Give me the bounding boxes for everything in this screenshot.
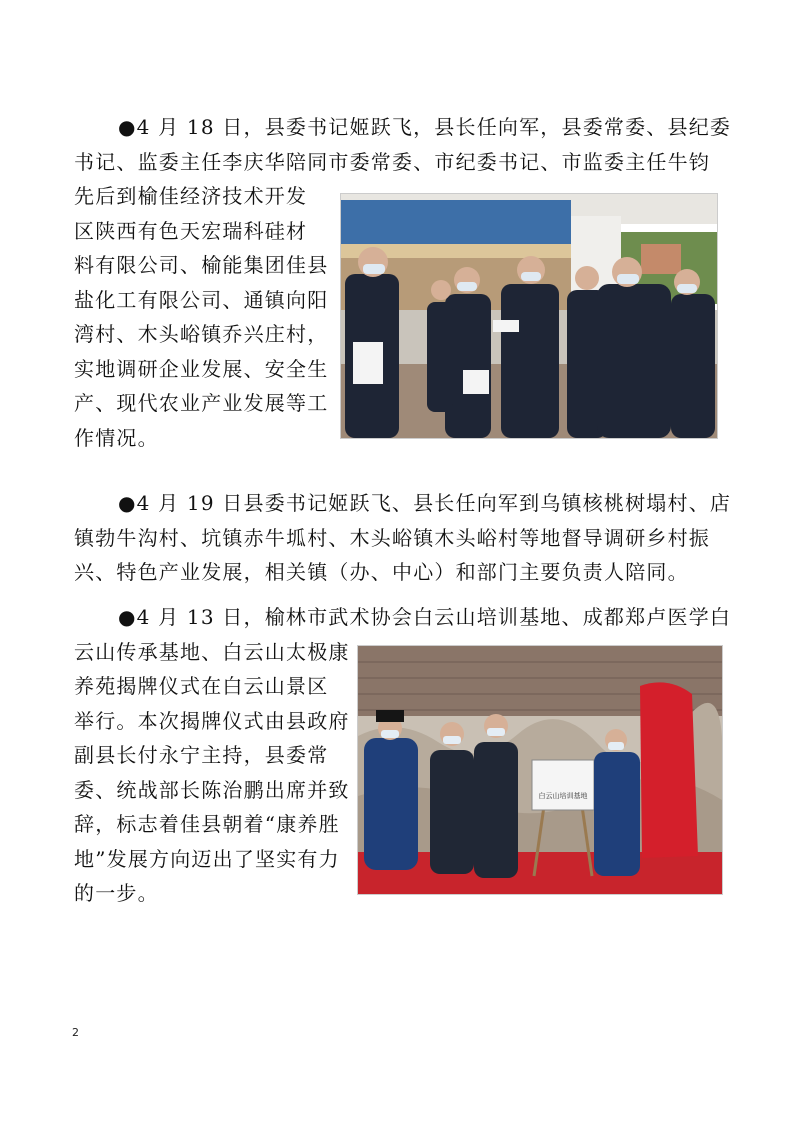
p1-line-7: 湾村、木头峪镇乔兴庄村， — [74, 322, 329, 346]
plaque-text: 白云山培训基地 — [538, 792, 588, 800]
p1-line-1: ●4 月 18 日，县委书记姬跃飞，县长任向军，县委常委、县纪委 — [118, 115, 732, 139]
p3-line-9: 的一步。 — [74, 881, 159, 905]
p3-line-6: 委、统战部长陈治鹏出席并致 — [74, 777, 350, 802]
p1-line-8: 实地调研企业发展、安全生 — [74, 356, 329, 381]
plaque-unveiling-ceremony-photo — [357, 645, 723, 895]
p1-line-9: 产、现代农业产业发展等工 — [74, 391, 329, 415]
p3-line-4: 举行。本次揭牌仪式由县政府 — [74, 708, 350, 733]
p3-line-2: 云山传承基地、白云山太极康 — [74, 639, 350, 664]
p3-line-5: 副县长付永宁主持，县委常 — [74, 743, 329, 767]
p3-line-7: 辞，标志着佳县朝着“康养胜 — [74, 812, 340, 836]
p1-line-2: 书记、监委主任李庆华陪同市委常委、市纪委书记、市监委主任牛钧 — [74, 149, 710, 174]
p1-line-4: 区陕西有色天宏瑞科硅材 — [74, 218, 308, 243]
p2-line-1: ●4 月 19 日县委书记姬跃飞、县长任向军到乌镇核桃树塌村、店 — [118, 491, 732, 515]
p1-line-6: 盐化工有限公司、通镇向阳 — [74, 287, 329, 312]
p3-line-1: ●4 月 13 日，榆林市武术协会白云山培训基地、成都郑卢医学白 — [118, 605, 732, 629]
page-number: 2 — [72, 1026, 79, 1039]
p3-line-3: 养苑揭牌仪式在白云山景区 — [74, 674, 329, 698]
officials-inspection-photo — [340, 193, 718, 439]
paragraph-2 — [74, 486, 732, 590]
p1-line-10: 作情况。 — [74, 425, 159, 450]
p1-line-5: 料有限公司、榆能集团佳县 — [74, 253, 329, 277]
p1-line-3: 先后到榆佳经济技术开发 — [74, 184, 308, 208]
p3-line-8: 地”发展方向迈出了坚实有力 — [74, 846, 340, 871]
p2-line-2: 镇勃牛沟村、坑镇赤牛坬村、木头峪镇木头峪村等地督导调研乡村振 — [74, 525, 710, 550]
p2-line-3: 兴、特色产业发展，相关镇（办、中心）和部门主要负责人陪同。 — [74, 560, 689, 584]
